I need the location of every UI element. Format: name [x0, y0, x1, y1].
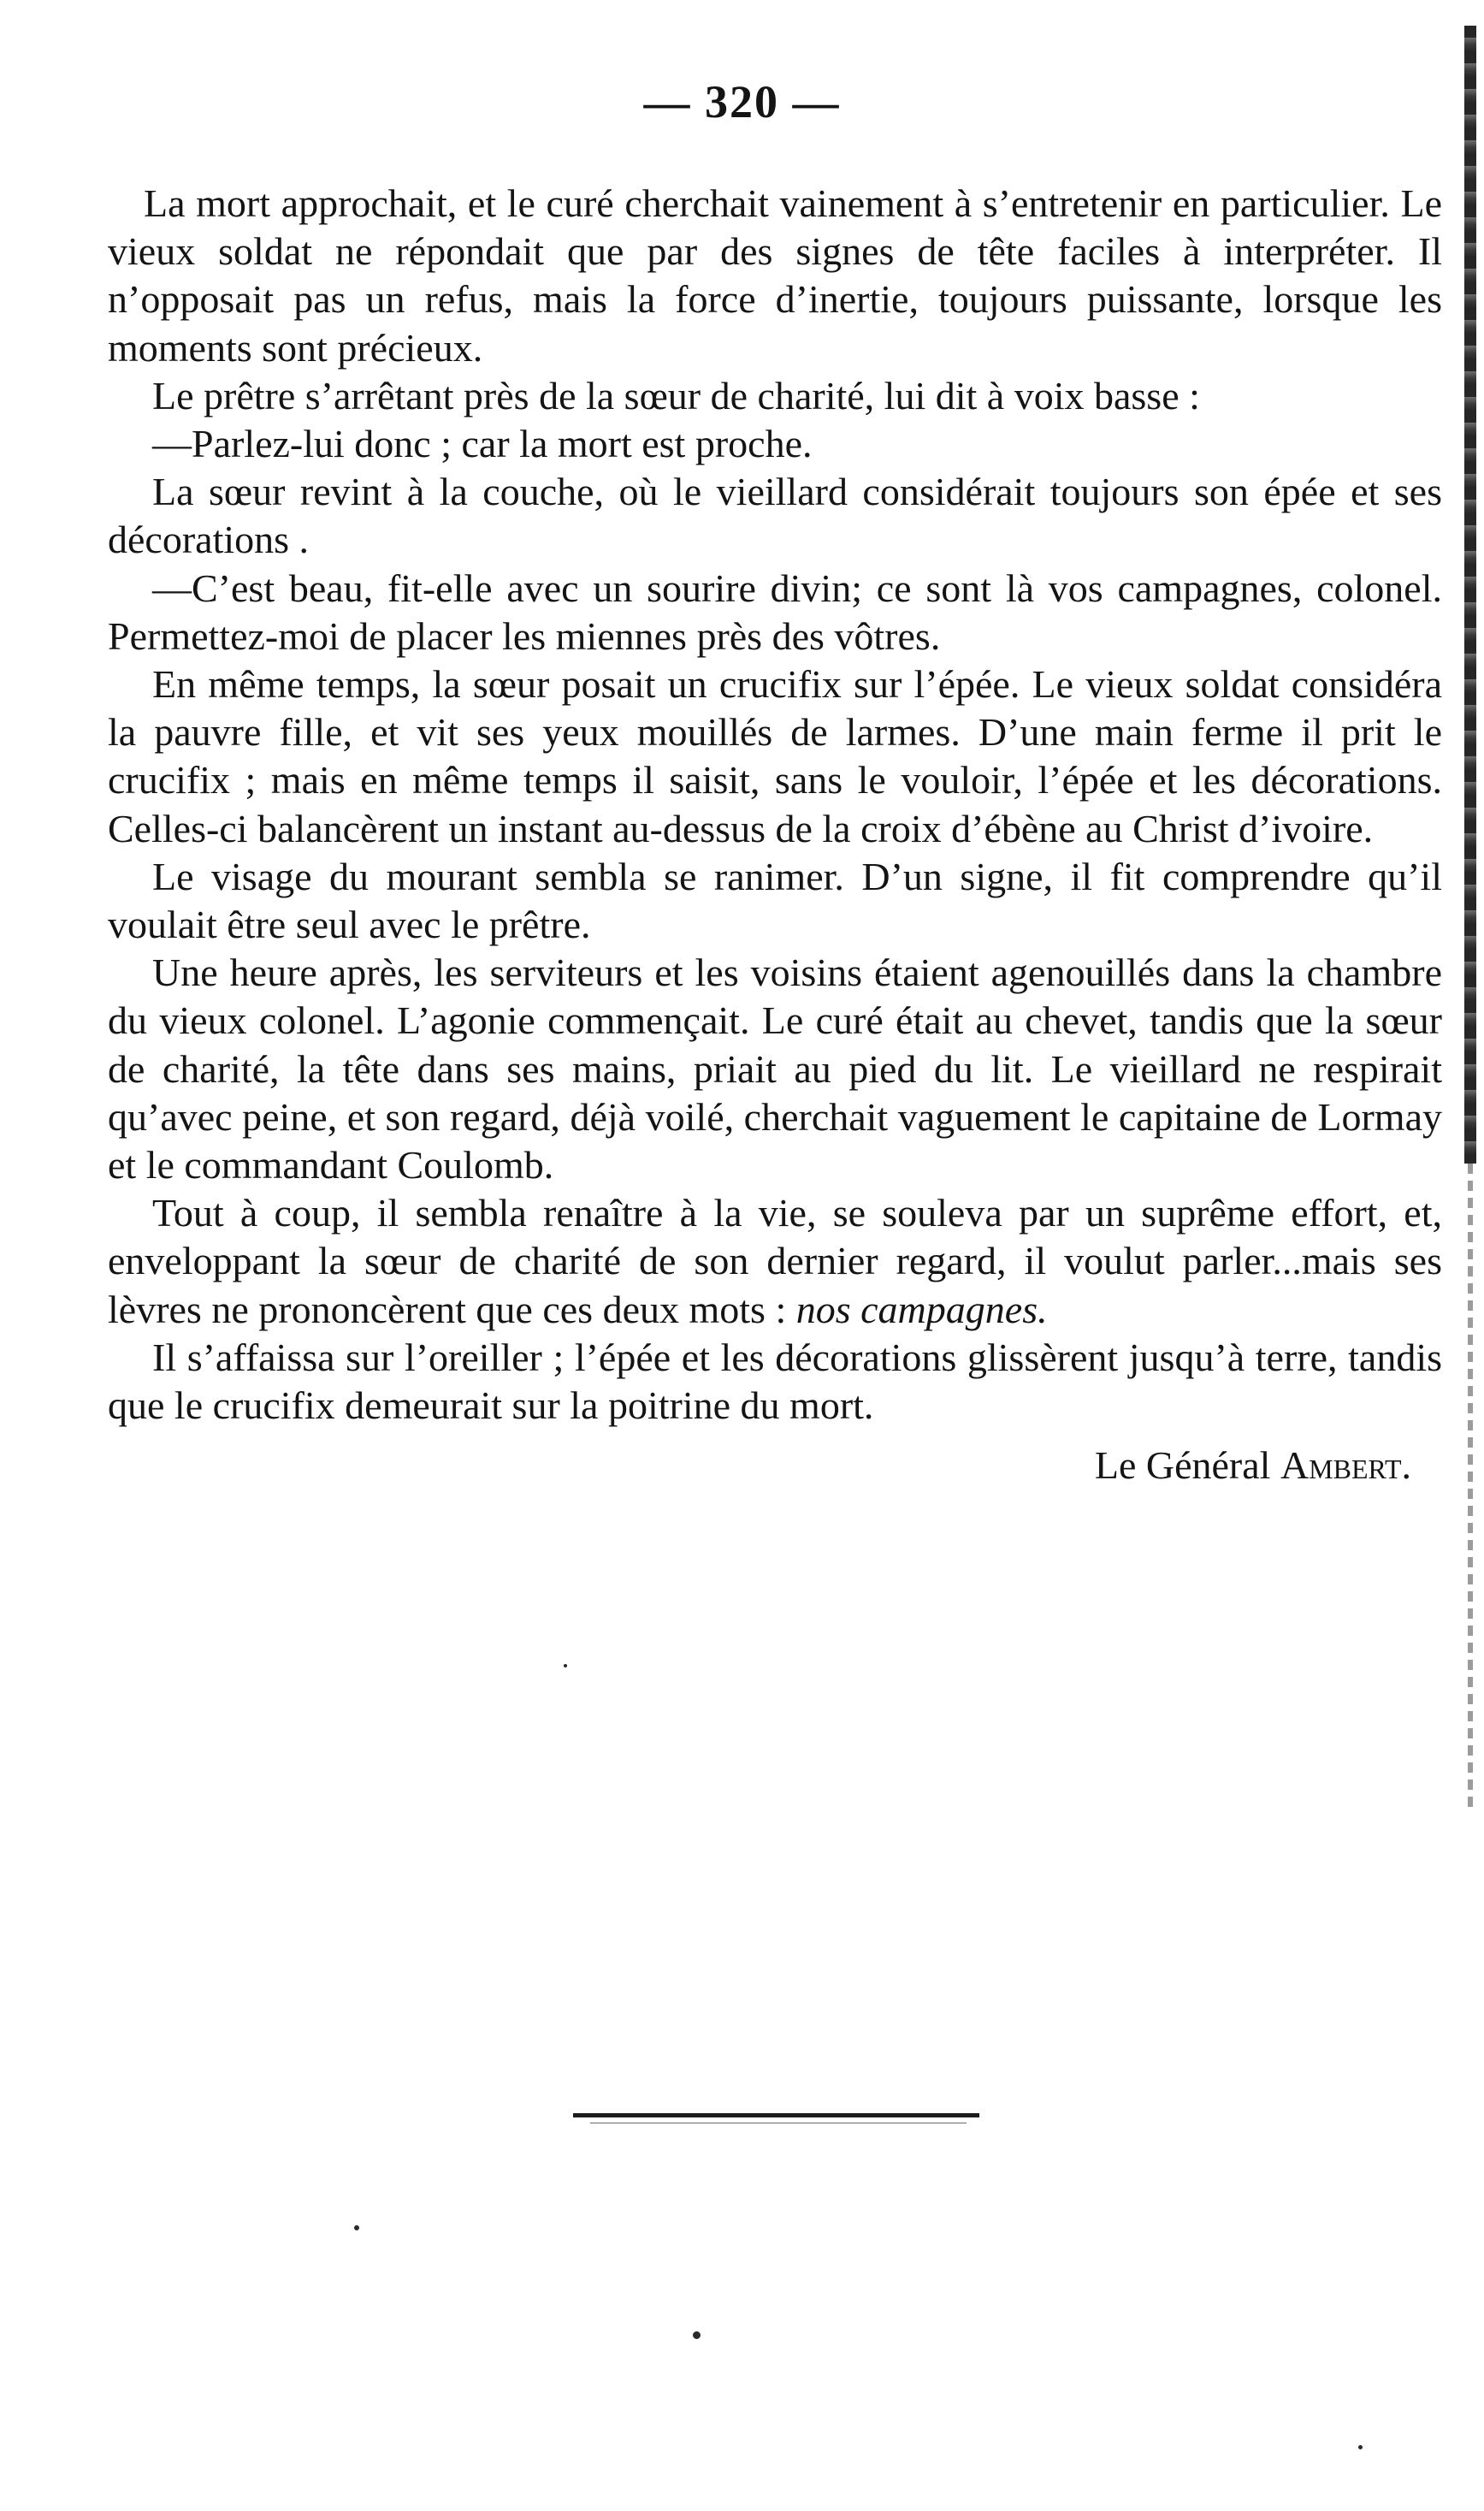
- paragraph-9-emphasis: nos campagnes.: [795, 1287, 1048, 1331]
- paragraph-6: En même temps, la sœur posait un crucifix sur l’épée. Le vieux soldat considéra la pauvre fille, et vit ses yeux mouillés de larmes. D’une main ferme il prit le crucifix ; mais en même temps il saisit, sans le vouloir, l’épée et les décorations. Celles-ci balancèrent un instant au-dessus de la croix d’ébène au Christ d’ivoire.: [108, 662, 1442, 850]
- paragraph-8: Une heure après, les serviteurs et les voisins étaient agenouillés dans la chambre du vieux colonel. L’agonie commençait. Le curé était au chevet, tandis que la sœur de charité, la tête dans ses mains, priait au pied du lit. Le vieillard ne respirait qu’avec peine, et son regard, déjà voilé, cherchait vaguement le capitaine de Lormay et le commandant Coulomb.: [108, 951, 1442, 1187]
- end-rule: [573, 2113, 979, 2117]
- signature-prefix: Le Général: [1094, 1443, 1280, 1488]
- paragraph-7: Le visage du mourant sembla se ranimer. D’un signe, il fit comprendre qu’il voulait être seul avec le prêtre.: [108, 854, 1442, 947]
- speck-1: [354, 2225, 359, 2230]
- page-edge-shadow: [1464, 26, 1476, 1164]
- page-number: — 320 —: [643, 76, 841, 127]
- speck-4: [564, 1664, 567, 1667]
- paragraph-1: La mort approchait, et le curé cherchait vainement à s’entretenir en particulier. Le vieux soldat ne répondait que par des signes de tête faciles à interpréter. Il n’opposait pas un refus, mais la force d’inertie, toujours puissante, lorsque les moments sont précieux.: [108, 181, 1442, 370]
- paragraph-4: La sœur revint à la couche, où le vieillard considérait toujours son épée et ses décorations .: [108, 470, 1442, 562]
- paragraph-2: Le prêtre s’arrêtant près de la sœur de charité, lui dit à voix basse :: [152, 373, 1200, 418]
- speck-2: [693, 2331, 701, 2339]
- signature: [108, 1442, 1411, 1489]
- article-body: [108, 180, 1442, 1489]
- paragraph-3: —Parlez-lui donc ; car la mort est proche.: [152, 422, 813, 466]
- paragraph-5: —C’est beau, fit-elle avec un sourire divin; ce sont là vos campagnes, colonel. Permettez-moi de placer les miennes près des vôtres.: [108, 566, 1442, 658]
- page-edge-speckle: [1468, 1164, 1473, 1814]
- signature-name: Ambert.: [1280, 1443, 1411, 1488]
- paragraph-9-text: Tout à coup, il sembla renaître à la vie, se souleva par un suprême effort, et, enveloppant la sœur de charité de son dernier regard, il voulut parler...mais ses lèvres ne prononcèrent que ces deux mots :: [108, 1191, 1442, 1331]
- paragraph-9: [108, 1189, 1442, 1334]
- speck-3: [1358, 2445, 1363, 2449]
- paragraph-10: Il s’affaissa sur l’oreiller ; l’épée et les décorations glissèrent jusqu’à terre, tandis que le crucifix demeurait sur la poitrine du mort.: [108, 1335, 1442, 1428]
